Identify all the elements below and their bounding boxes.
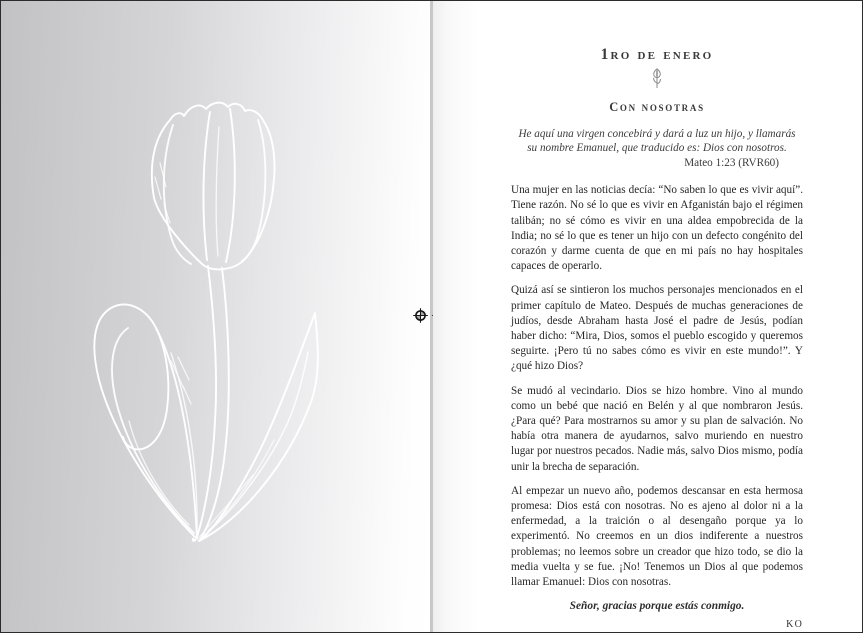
body-paragraph: Quizá así se sintieron los muchos personajes mencionados en el primer capítulo de Mateo. Después de muchas generaciones de judíos, desde Abraham hasta José el padre de Jesús, podían haber dicho: “Mira, Dios, somos el pueblo escogido y queremos seguirte. ¡Pero tú no sabes cómo es vivir en este mundo!”. Y ¿qué hizo Dios?: [511, 284, 803, 373]
date-heading: 1ro de enero: [600, 46, 714, 63]
tulip-ornament-icon: [511, 67, 803, 90]
left-page: [1, 1, 430, 632]
body-paragraph: Al empezar un nuevo año, podemos descansar en esta hermosa promesa: Dios está con nosotras. No es ajeno al dolor ni a la enfermedad, a la traición o al desengaño porque ya lo experimentó. No creemos en un dios indiferente a nuestros problemas; no leemos sobre un creador que hizo todo, se dio la media vuelta y se fue. ¡No! Tenemos un Dios al que podemos llamar Emanuel: Dios con nosotras.: [511, 484, 803, 589]
right-page: [433, 1, 862, 632]
body-paragraph: Se mudó al vecindario. Dios se hizo hombre. Vino al mundo como un bebé que nació en Belén y al que nombraron Jesús. ¿Para qué? Para mostrarnos su amor y su plan de salvación. No había otra manera de ayudarnos, salvo muriendo en nuestro lugar por nuestros pecados. Nadie más, salvo Dios mismo, podía unir la brecha de separación.: [511, 384, 803, 473]
registration-mark-icon: [412, 307, 429, 324]
prayer-line: Señor, gracias porque estás conmigo.: [569, 600, 745, 613]
verse-reference: Mateo 1:23 (RVR60): [684, 157, 779, 170]
devotional-content: [511, 47, 803, 630]
devotional-title: Con nosotras: [609, 100, 705, 114]
verse-text: He aquí una virgen concebirá y dará a luz un hijo, y llamarás su nombre Emanuel, que traducido es: Dios con nosotros.: [518, 128, 796, 154]
author-initials: KO: [786, 619, 803, 631]
body-paragraph: Una mujer en las noticias decía: “No saben lo que es vivir aquí”. Tiene razón. No sé lo que es vivir en Afganistán bajo el régimen talibán; no sé cómo es vivir en una aldea empobrecida de la India; no sé lo que es tener un hijo con un defecto congénito del corazón y darme cuenta de que en mi país no hay hospitales capaces de operarlo.: [511, 184, 803, 273]
devotional-body: [511, 183, 803, 590]
tulip-illustration-icon: [1, 1, 430, 632]
